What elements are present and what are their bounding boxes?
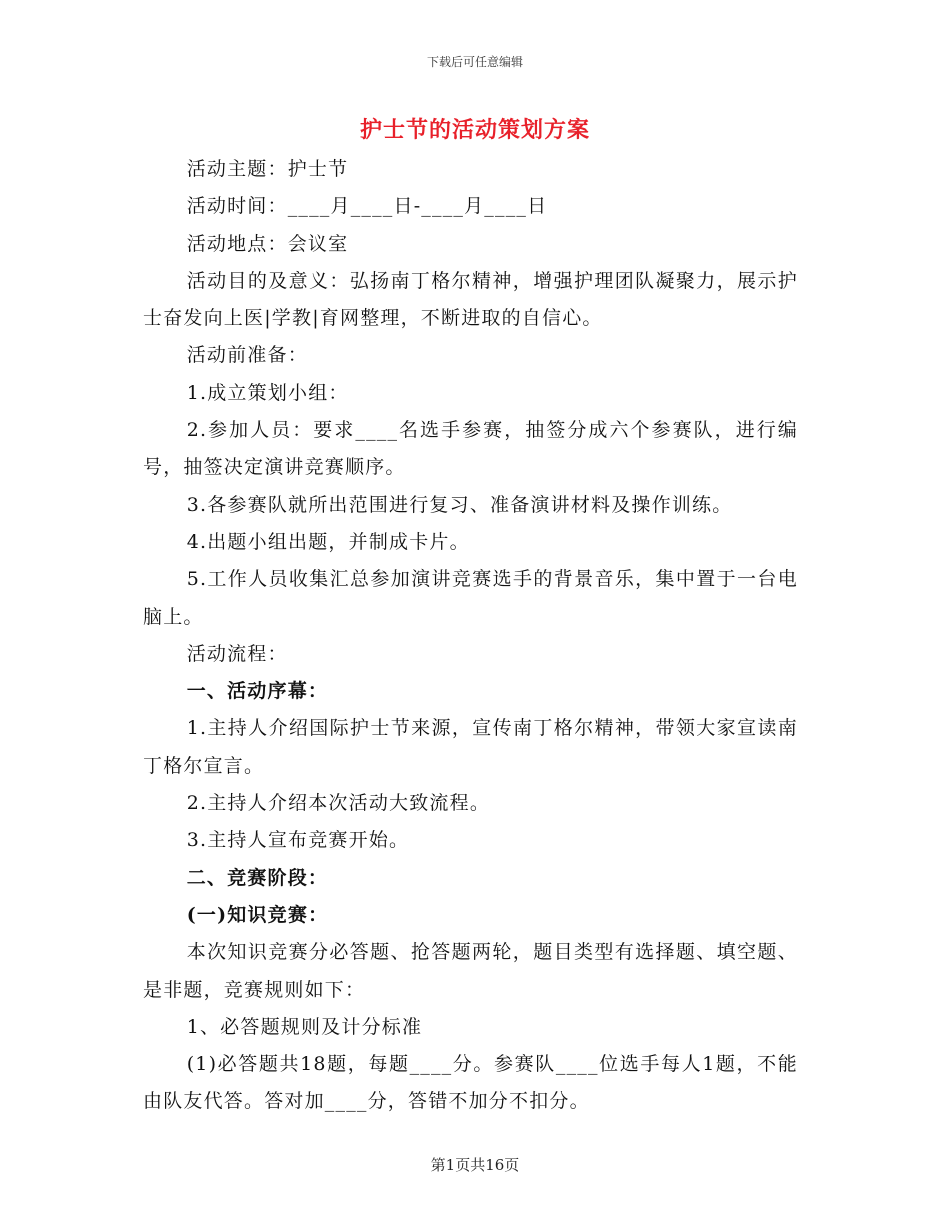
subsection-heading-knowledge: (一)知识竞赛：	[186, 903, 329, 926]
paragraph-opening-item-1: 1.主持人介绍国际护士节来源，宣传南丁格尔精神，带领大家宣读南丁格尔宣言。	[143, 717, 798, 777]
paragraph-prep-item-2: 2.参加人员：要求____名选手参赛，抽签分成六个参赛队，进行编号，抽签决定演讲竞赛顺序。	[143, 419, 798, 479]
paragraph-knowledge-intro: 本次知识竞赛分必答题、抢答题两轮，题目类型有选择题、填空题、是非题，竞赛规则如下：	[143, 941, 798, 1001]
section-heading-opening: 一、活动序幕：	[186, 680, 329, 703]
paragraph-opening-item-2: 2.主持人介绍本次活动大致流程。	[186, 792, 491, 815]
paragraph-required-rules-heading: 1、必答题规则及计分标准	[186, 1015, 423, 1038]
paragraph-prep-item-1: 1.成立策划小组：	[186, 381, 349, 404]
paragraph-opening-item-3: 3.主持人宣布竞赛开始。	[186, 829, 410, 852]
document-body	[143, 151, 798, 1121]
page-header-note: 下载后可任意编辑	[426, 55, 523, 69]
paragraph-theme: 活动主题：护士节	[186, 158, 349, 180]
paragraph-prep-item-5: 5.工作人员收集汇总参加演讲竞赛选手的背景音乐，集中置于一台电脑上。	[143, 568, 798, 628]
paragraph-process-heading: 活动流程：	[186, 642, 288, 665]
paragraph-purpose: 活动目的及意义：弘扬南丁格尔精神，增强护理团队凝聚力，展示护士奋发向上医|学教|育网整理，不断进取的自信心。	[143, 269, 798, 330]
paragraph-time: 活动时间：____月____日-____月____日	[186, 195, 548, 218]
document-title: 护士节的活动策划方案	[359, 117, 590, 143]
paragraph-location: 活动地点：会议室	[186, 232, 349, 255]
paragraph-prep-item-4: 4.出题小组出题，并制成卡片。	[186, 530, 470, 553]
page-footer-number: 第1页共16页	[430, 1156, 520, 1174]
paragraph-required-rules-1: (1)必答题共18题，每题____分。参赛队____位选手每人1题，不能由队友代答。答对加____分，答错不加分不扣分。	[143, 1053, 798, 1113]
paragraph-preparation-heading: 活动前准备：	[186, 344, 308, 367]
section-heading-competition: 二、竞赛阶段：	[186, 866, 329, 889]
paragraph-prep-item-3: 3.各参赛队就所出范围进行复习、准备演讲材料及操作训练。	[186, 493, 733, 516]
